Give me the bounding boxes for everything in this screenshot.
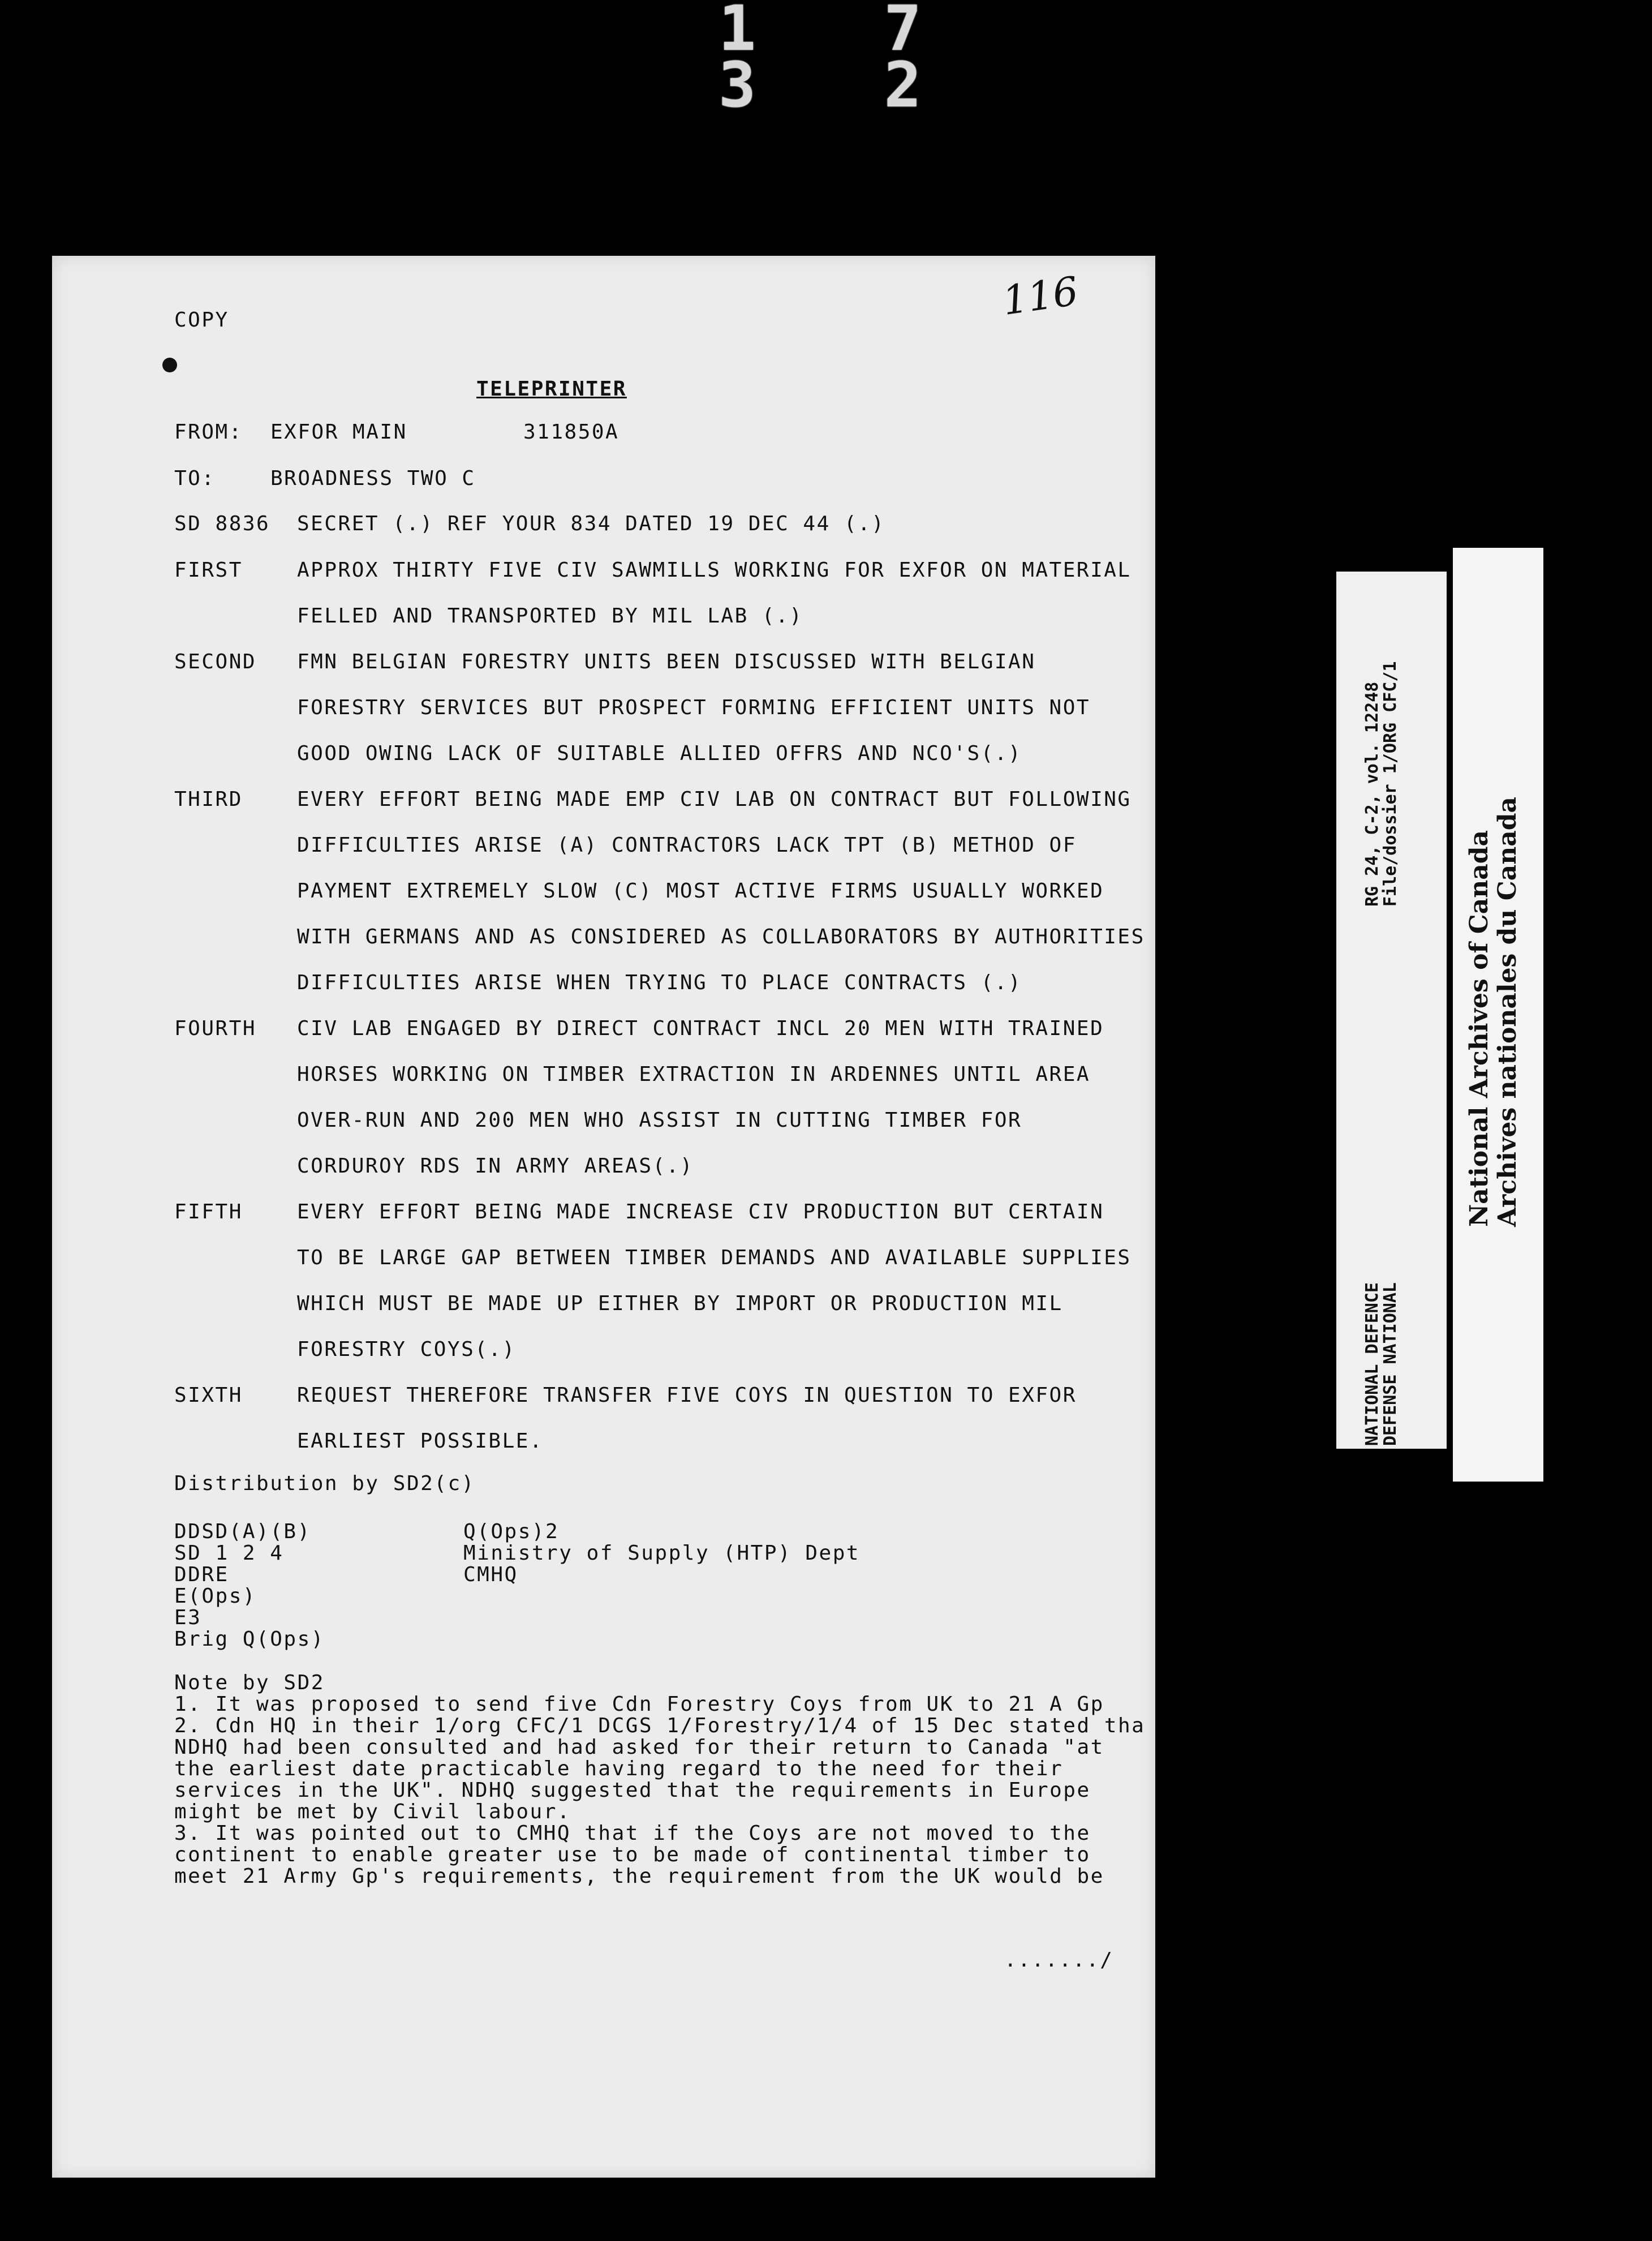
paragraph-line: DIFFICULTIES ARISE (A) CONTRACTORS LACK TPT (B) METHOD OF: [297, 834, 1077, 857]
paragraph-line: FORESTRY COYS(.): [297, 1338, 516, 1361]
paragraph-label: FOURTH: [174, 1017, 257, 1040]
note-line: might be met by Civil labour.: [174, 1800, 571, 1823]
paragraph-line: APPROX THIRTY FIVE CIV SAWMILLS WORKING FOR EXFOR ON MATERIAL: [297, 559, 1132, 582]
paragraph-line: DIFFICULTIES ARISE WHEN TRYING TO PLACE CONTRACTS (.): [297, 971, 1022, 994]
distribution-item: CMHQ: [463, 1563, 518, 1586]
from-value: EXFOR MAIN: [270, 420, 407, 444]
paragraph-line: CIV LAB ENGAGED BY DIRECT CONTRACT INCL 20 MEN WITH TRAINED: [297, 1017, 1104, 1040]
reference-line: File/dossier 1/ORG CFC/1: [1380, 661, 1400, 907]
paragraph-line: CORDUROY RDS IN ARMY AREAS(.): [297, 1154, 694, 1178]
distribution-item: DDRE: [174, 1563, 229, 1586]
paragraph-line: WHICH MUST BE MADE UP EITHER BY IMPORT OR PRODUCTION MIL: [297, 1292, 1063, 1315]
archive-reference-tag: [1336, 572, 1447, 1449]
distribution-item: Brig Q(Ops): [174, 1628, 325, 1651]
date-time-group: 311850A: [523, 420, 620, 444]
distribution-heading: Distribution by SD2(c): [174, 1472, 475, 1495]
paragraph-line: EVERY EFFORT BEING MADE EMP CIV LAB ON CONTRACT BUT FOLLOWING: [297, 788, 1132, 811]
paragraph-line: PAYMENT EXTREMELY SLOW (C) MOST ACTIVE FIRMS USUALLY WORKED: [297, 879, 1104, 903]
paragraph-line: FELLED AND TRANSPORTED BY MIL LAB (.): [297, 604, 803, 628]
reference-line: RG 24, C-2, vol. 12248: [1362, 681, 1382, 907]
reference-line: SECRET (.) REF YOUR 834 DATED 19 DEC 44 (.): [297, 512, 885, 535]
paragraph-line: EARLIEST POSSIBLE.: [297, 1429, 544, 1453]
paragraph-label: FIFTH: [174, 1200, 243, 1223]
note-line: 2. Cdn HQ in their 1/org CFC/1 DCGS 1/Forestry/1/4 of 15 Dec stated tha: [174, 1714, 1146, 1737]
to-label: TO:: [174, 467, 216, 490]
note-line: the earliest date practicable having regard to the need for their: [174, 1757, 1064, 1780]
department-line: NATIONAL DEFENCE: [1362, 1282, 1382, 1446]
distribution-item: E(Ops): [174, 1585, 257, 1608]
paragraph-line: WITH GERMANS AND AS CONSIDERED AS COLLABORATORS BY AUTHORITIES: [297, 925, 1145, 948]
distribution-item: Q(Ops)2: [463, 1520, 560, 1543]
document-page: [52, 256, 1155, 2178]
archive-name-french: Archives nationales du Canada: [1493, 796, 1522, 1227]
continuation-mark: ......./: [1004, 1948, 1114, 1972]
note-line: 3. It was pointed out to CMHQ that if the Coys are not moved to the: [174, 1822, 1091, 1845]
note-line: continent to enable greater use to be made of continental timber to: [174, 1843, 1091, 1866]
paragraph-label: THIRD: [174, 788, 243, 811]
archive-name-tag: [1453, 548, 1543, 1482]
paragraph-line: FORESTRY SERVICES BUT PROSPECT FORMING EFFICIENT UNITS NOT: [297, 696, 1091, 719]
paragraph-line: REQUEST THEREFORE TRANSFER FIVE COYS IN QUESTION TO EXFOR: [297, 1384, 1077, 1407]
distribution-item: E3: [174, 1606, 202, 1629]
microfilm-frame-number: 1 7 3 2: [719, 0, 967, 121]
document-title: TELEPRINTER: [476, 377, 627, 401]
from-label: FROM:: [174, 420, 243, 444]
hole-punch-mark: [162, 358, 177, 372]
paragraph-line: FMN BELGIAN FORESTRY UNITS BEEN DISCUSSED WITH BELGIAN: [297, 650, 1036, 673]
archive-name-english: National Archives of Canada: [1465, 830, 1494, 1227]
distribution-item: DDSD(A)(B): [174, 1520, 311, 1543]
note-line: meet 21 Army Gp's requirements, the requirement from the UK would be: [174, 1865, 1104, 1888]
message-number: SD 8836: [174, 512, 270, 535]
paragraph-line: OVER-RUN AND 200 MEN WHO ASSIST IN CUTTING TIMBER FOR: [297, 1109, 1022, 1132]
note-heading: Note by SD2: [174, 1671, 325, 1694]
paragraph-label: SECOND: [174, 650, 257, 673]
paragraph-label: SIXTH: [174, 1384, 243, 1407]
paragraph-line: HORSES WORKING ON TIMBER EXTRACTION IN ARDENNES UNTIL AREA: [297, 1063, 1091, 1086]
handwritten-folio-number: 116: [999, 268, 1081, 324]
paragraph-line: GOOD OWING LACK OF SUITABLE ALLIED OFFRS AND NCO'S(.): [297, 742, 1022, 765]
distribution-item: Ministry of Supply (HTP) Dept: [463, 1542, 861, 1565]
note-line: 1. It was proposed to send five Cdn Forestry Coys from UK to 21 A Gp: [174, 1693, 1104, 1716]
distribution-item: SD 1 2 4: [174, 1542, 284, 1565]
note-line: services in the UK". NDHQ suggested that the requirements in Europe: [174, 1779, 1091, 1802]
note-line: NDHQ had been consulted and had asked for their return to Canada "at: [174, 1736, 1104, 1759]
paragraph-label: FIRST: [174, 559, 243, 582]
to-value: BROADNESS TWO C: [270, 467, 476, 490]
copy-label: COPY: [174, 308, 229, 332]
department-line: DEFENSE NATIONAL: [1380, 1282, 1400, 1446]
paragraph-line: TO BE LARGE GAP BETWEEN TIMBER DEMANDS AND AVAILABLE SUPPLIES: [297, 1246, 1132, 1269]
paragraph-line: EVERY EFFORT BEING MADE INCREASE CIV PRODUCTION BUT CERTAIN: [297, 1200, 1104, 1223]
